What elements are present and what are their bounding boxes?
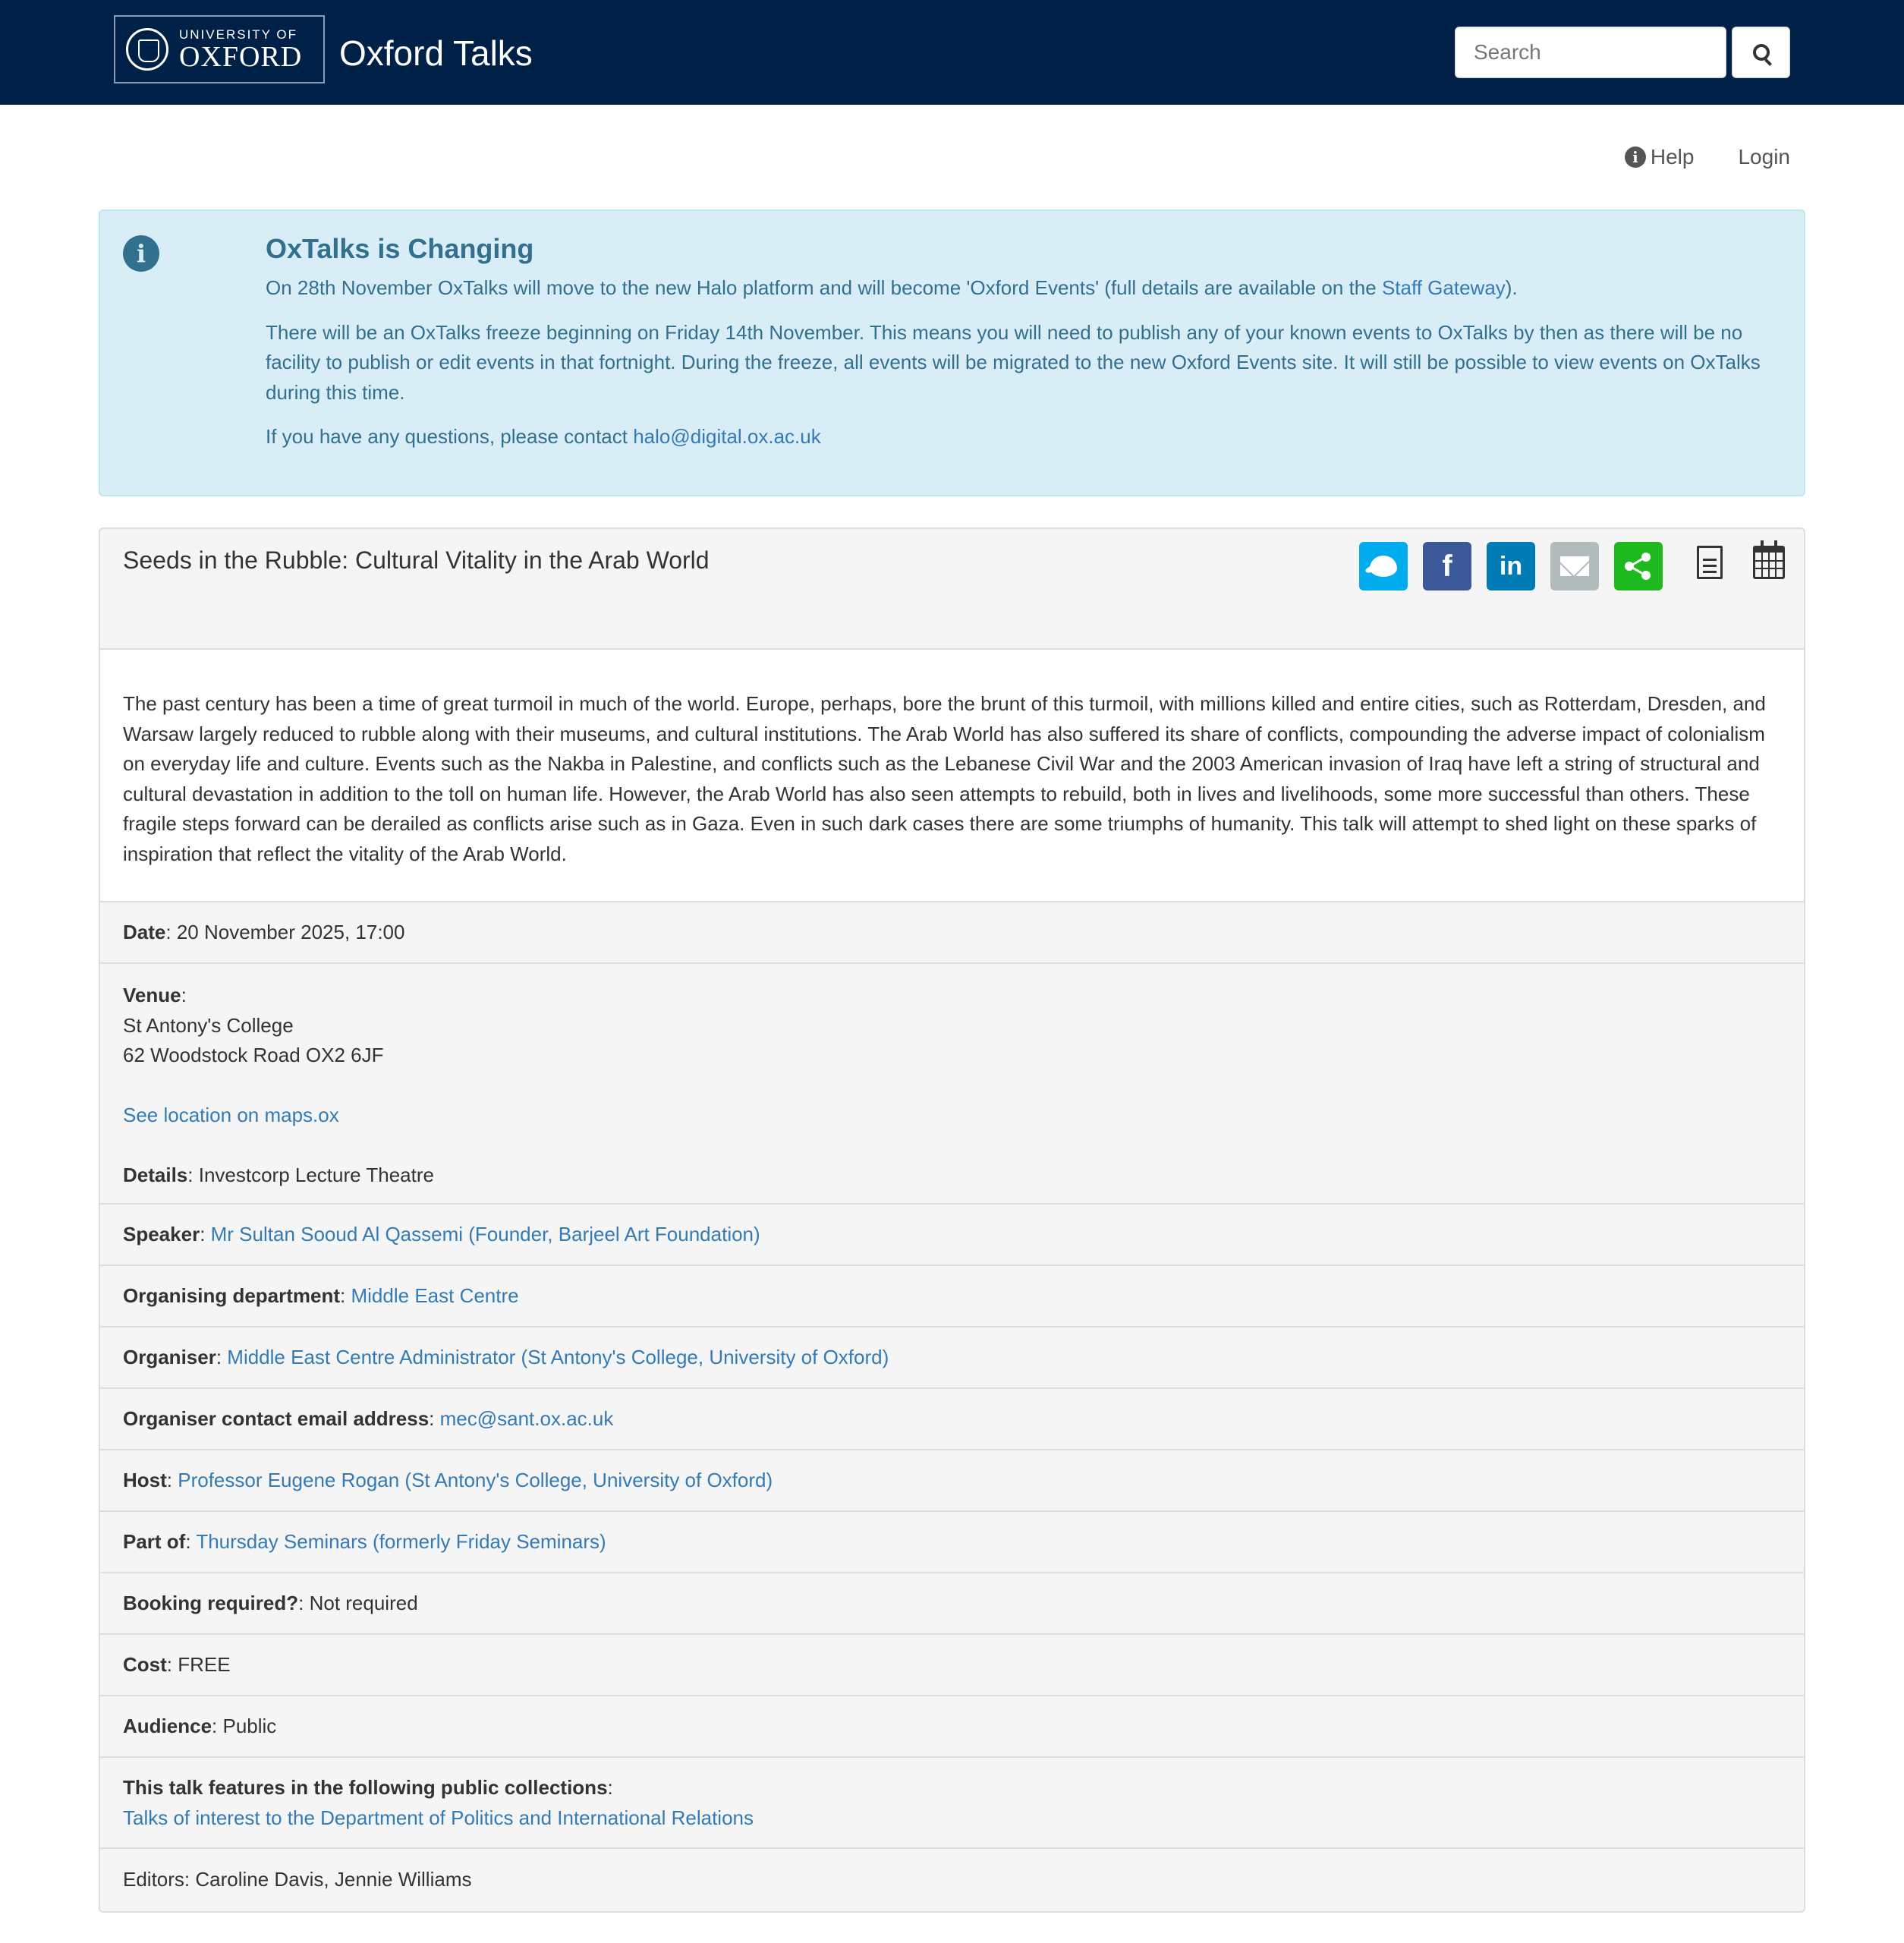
speaker-link[interactable]: Mr Sultan Sooud Al Qassemi (Founder, Barjeel Art Foundation) bbox=[210, 1222, 760, 1245]
cost-label: Cost bbox=[123, 1652, 167, 1676]
speaker-label: Speaker bbox=[123, 1222, 200, 1245]
alert-paragraph-3: If you have any questions, please contact halo@digital.ox.ac.uk bbox=[266, 425, 821, 448]
date-label: Date bbox=[123, 920, 166, 943]
talk-abstract: The past century has been a time of great turmoil in much of the world. Europe, perhaps, bore the brunt of this turmoil, with millions killed and entire cities, such as Rotterdam, Dresden, and Warsaw largely reduced to rubble along with their museums, and cultural institutions. The Arab World has also suffered its share of conflicts, compounding the adverse impact of colonialism on everyday life and culture. Events such as the Nakba in Palestine, and conflicts such as the Lebanese Civil War and the 2003 American invasion of Iraq have left a string of structural and cultural devastation in addition to the toll on human life. However, the Arab World has also seen attempts to rebuild, both in lives and livelihoods, some more successful than others. These fragile steps forward can be derailed as conflicts arise such as in Gaza. Even in such dark cases there are some triumphs of humanity. This talk will attempt to shed light on these sparks of inspiration that reflect the vitality of the Arab World. bbox=[100, 650, 1804, 902]
talk-panel-header bbox=[100, 529, 1804, 650]
twitter-share-button[interactable] bbox=[1359, 542, 1408, 590]
alert-title: OxTalks is Changing bbox=[266, 233, 534, 264]
site-title[interactable]: Oxford Talks bbox=[339, 33, 533, 73]
search-input[interactable] bbox=[1455, 27, 1726, 78]
help-link[interactable] bbox=[1625, 140, 1695, 175]
series-link[interactable]: Thursday Seminars (formerly Friday Seminars) bbox=[196, 1529, 606, 1553]
booking-label: Booking required? bbox=[123, 1591, 299, 1614]
date-row: Date: 20 November 2025, 17:00 bbox=[100, 902, 1804, 964]
linkedin-icon: in bbox=[1499, 551, 1523, 581]
booking-row: Booking required?: Not required bbox=[100, 1573, 1804, 1635]
email-icon bbox=[1560, 556, 1589, 576]
organiser-row: Organiser: Middle East Centre Administrator (St Antony's College, University of Oxford) bbox=[100, 1327, 1804, 1389]
cost-row: Cost: FREE bbox=[100, 1635, 1804, 1696]
part-of-row: Part of: Thursday Seminars (formerly Friday Seminars) bbox=[100, 1512, 1804, 1573]
host-label: Host bbox=[123, 1468, 167, 1491]
info-icon: i bbox=[123, 235, 159, 272]
info-alert bbox=[99, 209, 1805, 496]
venue-name: St Antony's College bbox=[123, 1013, 294, 1037]
collections-row: This talk features in the following public collections: Talks of interest to the Department of Politics and International Relations bbox=[100, 1758, 1804, 1849]
alert-paragraph-1: On 28th November OxTalks will move to the new Halo platform and will become 'Oxford Events' (full details are available on the Staff Gateway). bbox=[266, 276, 1518, 299]
organiser-email-link[interactable]: mec@sant.ox.ac.uk bbox=[439, 1406, 614, 1430]
host-link[interactable]: Professor Eugene Rogan (St Antony's College, University of Oxford) bbox=[178, 1468, 773, 1491]
alert-body bbox=[266, 229, 1791, 467]
organiser-link[interactable]: Middle East Centre Administrator (St Antony's College, University of Oxford) bbox=[227, 1345, 889, 1368]
venue-address: 62 Woodstock Road OX2 6JF bbox=[123, 1044, 384, 1066]
info-icon: i bbox=[1625, 146, 1646, 168]
details-label: Details bbox=[123, 1164, 188, 1186]
department-link[interactable]: Middle East Centre bbox=[351, 1283, 519, 1307]
date-value: 20 November 2025, 17:00 bbox=[176, 920, 405, 943]
contact-email-link[interactable]: halo@digital.ox.ac.uk bbox=[633, 425, 821, 448]
alert-paragraph-2: There will be an OxTalks freeze beginning on Friday 14th November. This means you will need to publish any of your known events to OxTalks by then as there will be no facility to publish or edit events in that fortnight. During the freeze, all events will be migrated to the new Oxford Events site. It will still be possible to view events on OxTalks during this time. bbox=[266, 320, 1761, 404]
share-icon bbox=[1625, 553, 1652, 580]
audience-label: Audience bbox=[123, 1714, 212, 1737]
document-icon[interactable] bbox=[1697, 546, 1723, 579]
logo-big-text: OXFORD bbox=[179, 40, 303, 73]
logo-small-text: UNIVERSITY OF bbox=[179, 27, 298, 42]
editors-text: Editors: Caroline Davis, Jennie Williams bbox=[123, 1867, 472, 1891]
email-share-button[interactable] bbox=[1550, 542, 1599, 590]
talk-panel bbox=[99, 527, 1805, 1913]
talk-title: Seeds in the Rubble: Cultural Vitality in the Arab World bbox=[123, 546, 710, 574]
facebook-icon: f bbox=[1442, 550, 1452, 583]
organiser-email-label: Organiser contact email address bbox=[123, 1406, 430, 1430]
department-label: Organising department bbox=[123, 1283, 341, 1307]
collections-label: This talk features in the following public collections bbox=[123, 1776, 608, 1799]
login-label: Login bbox=[1738, 145, 1790, 168]
university-logo[interactable] bbox=[114, 15, 325, 83]
staff-gateway-link[interactable]: Staff Gateway bbox=[1381, 276, 1506, 299]
top-navbar bbox=[0, 0, 1904, 105]
host-row: Host: Professor Eugene Rogan (St Antony's College, University of Oxford) bbox=[100, 1450, 1804, 1512]
map-link[interactable]: See location on maps.ox bbox=[123, 1104, 339, 1126]
crest-icon bbox=[126, 28, 168, 71]
part-of-label: Part of bbox=[123, 1529, 186, 1553]
share-button[interactable] bbox=[1614, 542, 1663, 590]
linkedin-share-button[interactable] bbox=[1487, 542, 1535, 590]
twitter-icon bbox=[1370, 556, 1397, 577]
booking-value: Not required bbox=[309, 1591, 418, 1614]
editors-row bbox=[100, 1849, 1804, 1910]
login-link[interactable] bbox=[1738, 140, 1790, 175]
venue-label: Venue bbox=[123, 984, 181, 1006]
search-icon bbox=[1753, 44, 1770, 61]
venue-row: Venue: St Antony's College 62 Woodstock Road OX2 6JF See location on maps.ox Details: Investcorp Lecture Theatre bbox=[100, 964, 1804, 1205]
help-label: Help bbox=[1650, 145, 1695, 168]
audience-row: Audience: Public bbox=[100, 1696, 1804, 1758]
facebook-share-button[interactable] bbox=[1423, 542, 1471, 590]
search-button[interactable] bbox=[1732, 27, 1790, 78]
organiser-label: Organiser bbox=[123, 1345, 216, 1368]
audience-value: Public bbox=[222, 1714, 277, 1737]
department-row: Organising department: Middle East Centre bbox=[100, 1266, 1804, 1327]
organiser-email-row: Organiser contact email address: mec@sant.ox.ac.uk bbox=[100, 1389, 1804, 1450]
details-value: Investcorp Lecture Theatre bbox=[198, 1164, 434, 1186]
user-nav bbox=[1625, 140, 1790, 175]
speaker-row: Speaker: Mr Sultan Sooud Al Qassemi (Founder, Barjeel Art Foundation) bbox=[100, 1205, 1804, 1266]
cost-value: FREE bbox=[178, 1652, 231, 1676]
collection-link[interactable]: Talks of interest to the Department of Politics and International Relations bbox=[123, 1806, 754, 1829]
calendar-icon[interactable] bbox=[1753, 546, 1785, 579]
